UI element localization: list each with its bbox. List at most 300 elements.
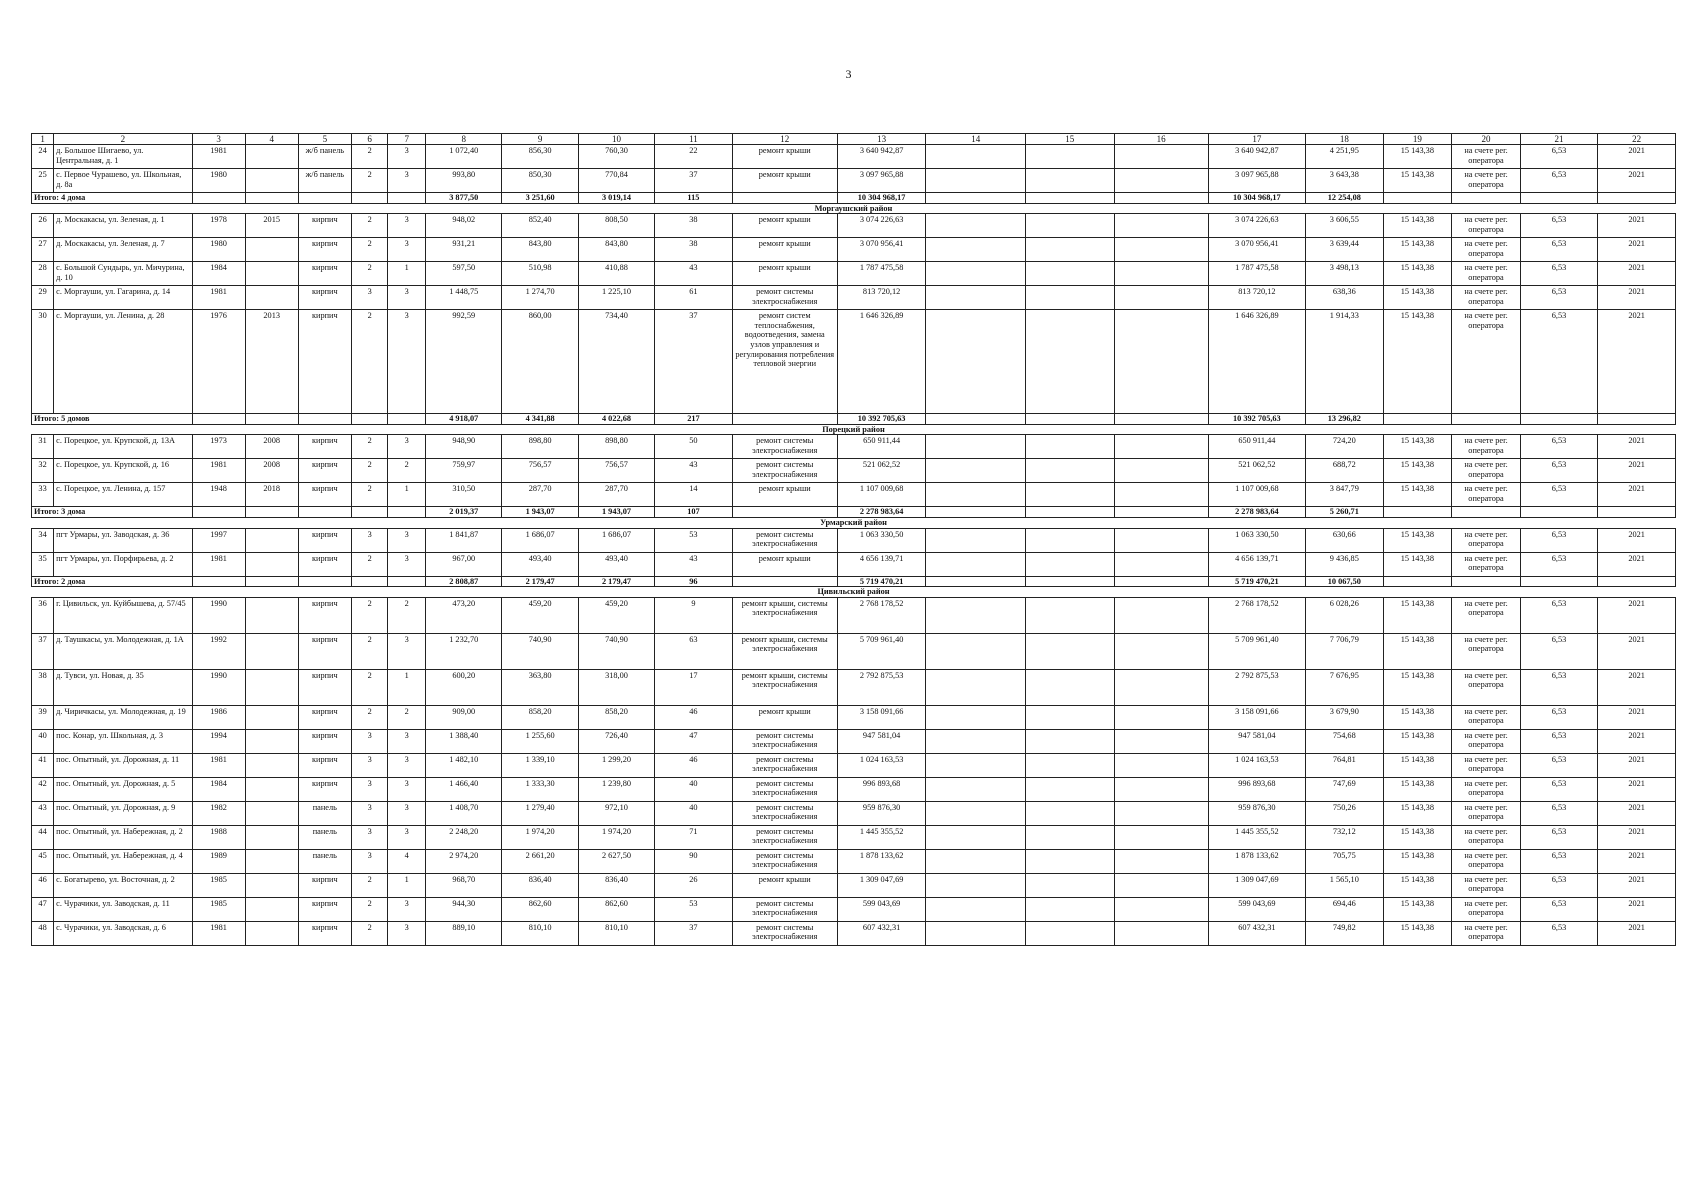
work-type-cell: ремонт системы электроснабжения xyxy=(732,897,837,921)
empty-cell xyxy=(1114,633,1208,669)
fund-method-cell: на счете рег. оператора xyxy=(1452,753,1521,777)
owner-funds-cell: 599 043,69 xyxy=(1208,897,1305,921)
empty-cell xyxy=(245,507,298,518)
premises-area-sum: 4 341,88 xyxy=(502,414,578,425)
build-year-cell: 1976 xyxy=(192,310,245,414)
residential-area-cell: 760,30 xyxy=(578,145,654,169)
residential-area-cell: 862,60 xyxy=(578,897,654,921)
col21-cell: 6,53 xyxy=(1520,825,1597,849)
residential-area-cell: 858,20 xyxy=(578,705,654,729)
owner-funds-cell: 1 787 475,58 xyxy=(1208,262,1305,286)
residents-cell: 43 xyxy=(655,459,732,483)
unit-cost-cell: 694,46 xyxy=(1306,897,1383,921)
col21-cell: 6,53 xyxy=(1520,286,1597,310)
empty-cell xyxy=(1026,729,1115,753)
empty-cell xyxy=(1114,169,1208,193)
col21-cell: 6,53 xyxy=(1520,753,1597,777)
owner-funds-cell: 521 062,52 xyxy=(1208,459,1305,483)
col21-cell: 6,53 xyxy=(1520,145,1597,169)
residential-area-cell: 810,10 xyxy=(578,921,654,945)
empty-cell xyxy=(926,483,1026,507)
cost-cell: 1 024 163,53 xyxy=(837,753,926,777)
residential-area-cell: 459,20 xyxy=(578,597,654,633)
empty-cell xyxy=(1114,825,1208,849)
completion-year-cell: 2021 xyxy=(1598,483,1676,507)
total-area-cell: 1 072,40 xyxy=(426,145,502,169)
owner-funds-sum: 5 719 470,21 xyxy=(1208,576,1305,587)
build-year-cell: 1989 xyxy=(192,849,245,873)
table-row xyxy=(32,753,1676,777)
work-type-cell: ремонт систем теплоснабжения, водоотведения, замена узлов управления и регулирования потребления тепловой энергии xyxy=(732,310,837,414)
address-cell: д. Тувси, ул. Новая, д. 35 xyxy=(54,669,192,705)
col21-cell: 6,53 xyxy=(1520,459,1597,483)
address-cell: пос. Конар, ул. Школьная, д. 3 xyxy=(54,729,192,753)
completion-year-cell: 2021 xyxy=(1598,921,1676,945)
max-unit-cost-cell: 15 143,38 xyxy=(1383,310,1452,414)
column-number: 3 xyxy=(192,134,245,145)
residents-cell: 50 xyxy=(655,435,732,459)
floors-cell: 2 xyxy=(351,633,388,669)
premises-area-cell: 856,30 xyxy=(502,145,578,169)
premises-area-cell: 898,80 xyxy=(502,435,578,459)
premises-area-cell: 740,90 xyxy=(502,633,578,669)
residential-area-cell: 740,90 xyxy=(578,633,654,669)
floors-cell: 2 xyxy=(351,459,388,483)
col21-cell: 6,53 xyxy=(1520,669,1597,705)
completion-year-cell: 2021 xyxy=(1598,729,1676,753)
address-cell: с. Богатырево, ул. Восточная, д. 2 xyxy=(54,873,192,897)
col21-cell: 6,53 xyxy=(1520,777,1597,801)
empty-cell xyxy=(1026,576,1115,587)
completion-year-cell: 2021 xyxy=(1598,825,1676,849)
empty-cell xyxy=(926,597,1026,633)
empty-cell xyxy=(1383,414,1452,425)
empty-cell xyxy=(1114,262,1208,286)
reconstruction-year-cell xyxy=(245,705,298,729)
residential-area-cell: 898,80 xyxy=(578,435,654,459)
empty-cell xyxy=(1114,873,1208,897)
fund-method-cell: на счете рег. оператора xyxy=(1452,552,1521,576)
col21-cell: 6,53 xyxy=(1520,262,1597,286)
unit-cost-sum: 5 260,71 xyxy=(1306,507,1383,518)
col21-cell: 6,53 xyxy=(1520,801,1597,825)
residents-sum: 217 xyxy=(655,414,732,425)
reconstruction-year-cell xyxy=(245,873,298,897)
premises-area-cell: 510,98 xyxy=(502,262,578,286)
reconstruction-year-cell xyxy=(245,729,298,753)
empty-cell xyxy=(926,310,1026,414)
empty-cell xyxy=(1114,597,1208,633)
col21-cell: 6,53 xyxy=(1520,729,1597,753)
empty-cell xyxy=(1114,435,1208,459)
column-number: 4 xyxy=(245,134,298,145)
empty-cell xyxy=(926,435,1026,459)
address-cell: с. Моргауши, ул. Гагарина, д. 14 xyxy=(54,286,192,310)
empty-cell xyxy=(926,145,1026,169)
cost-cell: 4 656 139,71 xyxy=(837,552,926,576)
empty-cell xyxy=(298,193,351,204)
reconstruction-year-cell: 2013 xyxy=(245,310,298,414)
residential-area-cell: 1 239,80 xyxy=(578,777,654,801)
build-year-cell: 1984 xyxy=(192,777,245,801)
wall-material-cell: кирпич xyxy=(298,214,351,238)
residents-cell: 46 xyxy=(655,705,732,729)
entrances-cell: 1 xyxy=(388,262,426,286)
entrances-cell: 3 xyxy=(388,286,426,310)
cost-cell: 3 070 956,41 xyxy=(837,238,926,262)
row-number: 31 xyxy=(32,435,54,459)
cost-cell: 2 768 178,52 xyxy=(837,597,926,633)
empty-cell xyxy=(1114,414,1208,425)
entrances-cell: 3 xyxy=(388,528,426,552)
empty-cell xyxy=(351,576,388,587)
total-area-cell: 597,50 xyxy=(426,262,502,286)
fund-method-cell: на счете рег. оператора xyxy=(1452,597,1521,633)
owner-funds-sum: 10 392 705,63 xyxy=(1208,414,1305,425)
residential-area-sum: 3 019,14 xyxy=(578,193,654,204)
total-area-cell: 968,70 xyxy=(426,873,502,897)
column-number: 10 xyxy=(578,134,654,145)
row-number: 44 xyxy=(32,825,54,849)
floors-cell: 3 xyxy=(351,825,388,849)
unit-cost-cell: 3 679,90 xyxy=(1306,705,1383,729)
work-type-cell: ремонт крыши, системы электроснабжения xyxy=(732,597,837,633)
completion-year-cell: 2021 xyxy=(1598,633,1676,669)
max-unit-cost-cell: 15 143,38 xyxy=(1383,705,1452,729)
wall-material-cell: кирпич xyxy=(298,528,351,552)
empty-cell xyxy=(926,193,1026,204)
reconstruction-year-cell xyxy=(245,597,298,633)
work-type-cell: ремонт системы электроснабжения xyxy=(732,459,837,483)
address-cell: д. Москакасы, ул. Зеленая, д. 7 xyxy=(54,238,192,262)
fund-method-cell: на счете рег. оператора xyxy=(1452,262,1521,286)
empty-cell xyxy=(1383,193,1452,204)
cost-cell: 3 097 965,88 xyxy=(837,169,926,193)
completion-year-cell: 2021 xyxy=(1598,286,1676,310)
premises-area-cell: 363,80 xyxy=(502,669,578,705)
owner-funds-sum: 2 278 983,64 xyxy=(1208,507,1305,518)
empty-cell xyxy=(388,507,426,518)
table-row xyxy=(32,459,1676,483)
owner-funds-cell: 607 432,31 xyxy=(1208,921,1305,945)
residential-area-cell: 843,80 xyxy=(578,238,654,262)
col21-cell: 6,53 xyxy=(1520,921,1597,945)
entrances-cell: 3 xyxy=(388,169,426,193)
capital-repair-table-wrapper xyxy=(31,133,1676,946)
floors-cell: 2 xyxy=(351,552,388,576)
residential-area-sum: 4 022,68 xyxy=(578,414,654,425)
floors-cell: 3 xyxy=(351,528,388,552)
total-area-cell: 759,97 xyxy=(426,459,502,483)
empty-cell xyxy=(1114,777,1208,801)
wall-material-cell: кирпич xyxy=(298,777,351,801)
residential-area-cell: 2 627,50 xyxy=(578,849,654,873)
column-number: 12 xyxy=(732,134,837,145)
cost-sum: 10 392 705,63 xyxy=(837,414,926,425)
row-number: 29 xyxy=(32,286,54,310)
premises-area-cell: 836,40 xyxy=(502,873,578,897)
col21-cell: 6,53 xyxy=(1520,169,1597,193)
cost-cell: 3 158 091,66 xyxy=(837,705,926,729)
address-cell: с. Первое Чурашево, ул. Школьная, д. 8а xyxy=(54,169,192,193)
premises-area-cell: 1 274,70 xyxy=(502,286,578,310)
residents-sum: 107 xyxy=(655,507,732,518)
empty-cell xyxy=(1026,483,1115,507)
residents-cell: 38 xyxy=(655,214,732,238)
work-type-cell: ремонт крыши xyxy=(732,238,837,262)
empty-cell xyxy=(1026,597,1115,633)
work-type-cell: ремонт крыши, системы электроснабжения xyxy=(732,669,837,705)
residential-area-cell: 1 299,20 xyxy=(578,753,654,777)
wall-material-cell: кирпич xyxy=(298,262,351,286)
max-unit-cost-cell: 15 143,38 xyxy=(1383,145,1452,169)
column-number: 5 xyxy=(298,134,351,145)
work-type-cell: ремонт системы электроснабжения xyxy=(732,729,837,753)
build-year-cell: 1992 xyxy=(192,633,245,669)
work-type-cell: ремонт системы электроснабжения xyxy=(732,753,837,777)
total-area-cell: 931,21 xyxy=(426,238,502,262)
empty-cell xyxy=(351,507,388,518)
empty-cell xyxy=(926,729,1026,753)
floors-cell: 2 xyxy=(351,169,388,193)
owner-funds-cell: 1 063 330,50 xyxy=(1208,528,1305,552)
empty-cell xyxy=(1452,576,1521,587)
row-number: 33 xyxy=(32,483,54,507)
empty-cell xyxy=(1026,286,1115,310)
empty-cell xyxy=(1026,825,1115,849)
floors-cell: 2 xyxy=(351,921,388,945)
max-unit-cost-cell: 15 143,38 xyxy=(1383,921,1452,945)
max-unit-cost-cell: 15 143,38 xyxy=(1383,262,1452,286)
col21-cell: 6,53 xyxy=(1520,597,1597,633)
build-year-cell: 1978 xyxy=(192,214,245,238)
empty-cell xyxy=(351,193,388,204)
column-number: 2 xyxy=(54,134,192,145)
table-row xyxy=(32,552,1676,576)
table-row xyxy=(32,286,1676,310)
max-unit-cost-cell: 15 143,38 xyxy=(1383,825,1452,849)
empty-cell xyxy=(245,193,298,204)
empty-cell xyxy=(926,633,1026,669)
empty-cell xyxy=(1026,633,1115,669)
table-row xyxy=(32,262,1676,286)
wall-material-cell: кирпич xyxy=(298,310,351,414)
entrances-cell: 3 xyxy=(388,897,426,921)
work-type-cell: ремонт системы электроснабжения xyxy=(732,921,837,945)
address-cell: с. Порецкое, ул. Ленина, д. 157 xyxy=(54,483,192,507)
wall-material-cell: кирпич xyxy=(298,459,351,483)
owner-funds-sum: 10 304 968,17 xyxy=(1208,193,1305,204)
cost-cell: 947 581,04 xyxy=(837,729,926,753)
empty-cell xyxy=(1598,507,1676,518)
residential-area-cell: 318,00 xyxy=(578,669,654,705)
empty-cell xyxy=(1114,483,1208,507)
cost-cell: 3 640 942,87 xyxy=(837,145,926,169)
cost-cell: 599 043,69 xyxy=(837,897,926,921)
premises-area-cell: 287,70 xyxy=(502,483,578,507)
total-area-sum: 2 808,87 xyxy=(426,576,502,587)
empty-cell xyxy=(192,576,245,587)
empty-cell xyxy=(926,849,1026,873)
wall-material-cell: кирпич xyxy=(298,873,351,897)
work-type-cell: ремонт системы электроснабжения xyxy=(732,825,837,849)
build-year-cell: 1982 xyxy=(192,801,245,825)
residents-cell: 9 xyxy=(655,597,732,633)
address-cell: пос. Опытный, ул. Набережная, д. 2 xyxy=(54,825,192,849)
address-cell: пос. Опытный, ул. Дорожная, д. 9 xyxy=(54,801,192,825)
residential-area-cell: 972,10 xyxy=(578,801,654,825)
premises-area-cell: 1 339,10 xyxy=(502,753,578,777)
premises-area-cell: 810,10 xyxy=(502,921,578,945)
wall-material-cell: кирпич xyxy=(298,669,351,705)
empty-cell xyxy=(1026,669,1115,705)
build-year-cell: 1981 xyxy=(192,145,245,169)
empty-cell xyxy=(1026,459,1115,483)
row-number: 48 xyxy=(32,921,54,945)
floors-cell: 3 xyxy=(351,801,388,825)
fund-method-cell: на счете рег. оператора xyxy=(1452,528,1521,552)
fund-method-cell: на счете рег. оператора xyxy=(1452,921,1521,945)
total-area-cell: 992,59 xyxy=(426,310,502,414)
empty-cell xyxy=(388,576,426,587)
unit-cost-cell: 3 847,79 xyxy=(1306,483,1383,507)
column-number: 1 xyxy=(32,134,54,145)
build-year-cell: 1984 xyxy=(192,262,245,286)
row-number: 43 xyxy=(32,801,54,825)
owner-funds-cell: 813 720,12 xyxy=(1208,286,1305,310)
total-area-sum: 3 877,50 xyxy=(426,193,502,204)
premises-area-cell: 1 255,60 xyxy=(502,729,578,753)
cost-sum: 5 719 470,21 xyxy=(837,576,926,587)
cost-cell: 1 063 330,50 xyxy=(837,528,926,552)
col21-cell: 6,53 xyxy=(1520,310,1597,414)
premises-area-sum: 2 179,47 xyxy=(502,576,578,587)
completion-year-cell: 2021 xyxy=(1598,552,1676,576)
cost-cell: 521 062,52 xyxy=(837,459,926,483)
empty-cell xyxy=(1114,528,1208,552)
entrances-cell: 3 xyxy=(388,145,426,169)
wall-material-cell: кирпич xyxy=(298,897,351,921)
unit-cost-cell: 6 028,26 xyxy=(1306,597,1383,633)
wall-material-cell: кирпич xyxy=(298,238,351,262)
owner-funds-cell: 3 074 226,63 xyxy=(1208,214,1305,238)
unit-cost-cell: 3 643,38 xyxy=(1306,169,1383,193)
column-number: 11 xyxy=(655,134,732,145)
total-area-cell: 473,20 xyxy=(426,597,502,633)
row-number: 34 xyxy=(32,528,54,552)
fund-method-cell: на счете рег. оператора xyxy=(1452,435,1521,459)
build-year-cell: 1981 xyxy=(192,921,245,945)
empty-cell xyxy=(298,414,351,425)
unit-cost-sum: 10 067,50 xyxy=(1306,576,1383,587)
empty-cell xyxy=(926,873,1026,897)
empty-cell xyxy=(192,414,245,425)
floors-cell: 2 xyxy=(351,705,388,729)
premises-area-cell: 850,30 xyxy=(502,169,578,193)
column-number-row xyxy=(32,134,1676,145)
residents-cell: 14 xyxy=(655,483,732,507)
residents-cell: 26 xyxy=(655,873,732,897)
table-row xyxy=(32,873,1676,897)
build-year-cell: 1985 xyxy=(192,873,245,897)
col21-cell: 6,53 xyxy=(1520,633,1597,669)
work-type-cell: ремонт системы электроснабжения xyxy=(732,777,837,801)
residents-cell: 43 xyxy=(655,262,732,286)
floors-cell: 2 xyxy=(351,873,388,897)
entrances-cell: 3 xyxy=(388,214,426,238)
max-unit-cost-cell: 15 143,38 xyxy=(1383,669,1452,705)
floors-cell: 3 xyxy=(351,849,388,873)
owner-funds-cell: 1 024 163,53 xyxy=(1208,753,1305,777)
fund-method-cell: на счете рег. оператора xyxy=(1452,897,1521,921)
unit-cost-cell: 3 498,13 xyxy=(1306,262,1383,286)
total-label: Итого: 3 дома xyxy=(32,507,193,518)
entrances-cell: 3 xyxy=(388,921,426,945)
total-row xyxy=(32,507,1676,518)
empty-cell xyxy=(1026,777,1115,801)
empty-cell xyxy=(926,238,1026,262)
unit-cost-cell: 7 706,79 xyxy=(1306,633,1383,669)
empty-cell xyxy=(1026,897,1115,921)
address-cell: с. Моргауши, ул. Ленина, д. 28 xyxy=(54,310,192,414)
build-year-cell: 1997 xyxy=(192,528,245,552)
empty-cell xyxy=(926,801,1026,825)
empty-cell xyxy=(1114,145,1208,169)
table-row xyxy=(32,729,1676,753)
floors-cell: 2 xyxy=(351,483,388,507)
empty-cell xyxy=(1026,705,1115,729)
address-cell: пос. Опытный, ул. Дорожная, д. 5 xyxy=(54,777,192,801)
completion-year-cell: 2021 xyxy=(1598,459,1676,483)
completion-year-cell: 2021 xyxy=(1598,435,1676,459)
build-year-cell: 1973 xyxy=(192,435,245,459)
empty-cell xyxy=(1026,801,1115,825)
floors-cell: 3 xyxy=(351,753,388,777)
wall-material-cell: панель xyxy=(298,801,351,825)
unit-cost-cell: 7 676,95 xyxy=(1306,669,1383,705)
floors-cell: 2 xyxy=(351,897,388,921)
row-number: 35 xyxy=(32,552,54,576)
table-row xyxy=(32,705,1676,729)
residents-cell: 43 xyxy=(655,552,732,576)
empty-cell xyxy=(1114,238,1208,262)
empty-cell xyxy=(1026,262,1115,286)
build-year-cell: 1986 xyxy=(192,705,245,729)
empty-cell xyxy=(1114,705,1208,729)
build-year-cell: 1981 xyxy=(192,753,245,777)
max-unit-cost-cell: 15 143,38 xyxy=(1383,729,1452,753)
total-area-cell: 2 974,20 xyxy=(426,849,502,873)
reconstruction-year-cell xyxy=(245,169,298,193)
col21-cell: 6,53 xyxy=(1520,849,1597,873)
row-number: 32 xyxy=(32,459,54,483)
work-type-cell: ремонт системы электроснабжения xyxy=(732,286,837,310)
empty-cell xyxy=(388,414,426,425)
empty-cell xyxy=(1026,849,1115,873)
fund-method-cell: на счете рег. оператора xyxy=(1452,214,1521,238)
floors-cell: 3 xyxy=(351,777,388,801)
row-number: 24 xyxy=(32,145,54,169)
unit-cost-cell: 754,68 xyxy=(1306,729,1383,753)
empty-cell xyxy=(926,705,1026,729)
table-row xyxy=(32,633,1676,669)
premises-area-cell: 459,20 xyxy=(502,597,578,633)
floors-cell: 3 xyxy=(351,729,388,753)
total-area-cell: 967,00 xyxy=(426,552,502,576)
residents-cell: 71 xyxy=(655,825,732,849)
table-row xyxy=(32,801,1676,825)
cost-cell: 1 107 009,68 xyxy=(837,483,926,507)
